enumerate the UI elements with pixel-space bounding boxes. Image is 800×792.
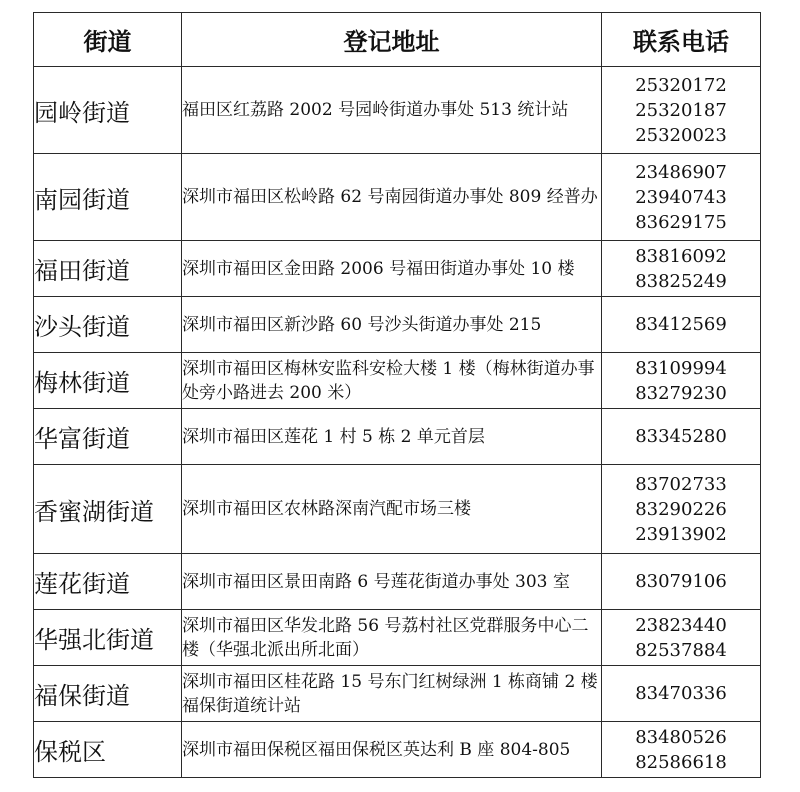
phone-cell xyxy=(602,666,761,722)
phone-number: 25320023 xyxy=(635,124,727,146)
phone-number: 83816092 xyxy=(635,245,727,267)
phone-number: 83480526 xyxy=(635,726,727,748)
table-row xyxy=(34,465,761,554)
table-row xyxy=(34,409,761,465)
table-row xyxy=(34,241,761,297)
street-name: 南园街道 xyxy=(34,154,182,241)
phone-number: 83629175 xyxy=(635,211,727,233)
header-phone: 联系电话 xyxy=(602,13,761,67)
street-name: 梅林街道 xyxy=(34,353,182,409)
table-row xyxy=(34,554,761,610)
header-row xyxy=(34,13,761,67)
street-name: 香蜜湖街道 xyxy=(34,465,182,554)
phone-number: 25320172 xyxy=(635,74,727,96)
phone-number: 83825249 xyxy=(635,270,727,292)
phone-cell xyxy=(602,353,761,409)
phone-number: 23486907 xyxy=(635,161,727,183)
phone-number: 83345280 xyxy=(635,426,727,447)
phone-cell xyxy=(602,554,761,610)
address: 深圳市福田区农林路深南汽配市场三楼 xyxy=(182,465,602,554)
phone-number: 83109994 xyxy=(635,357,727,379)
street-name: 保税区 xyxy=(34,722,182,778)
phone-cell xyxy=(602,154,761,241)
street-name: 华强北街道 xyxy=(34,610,182,666)
street-name: 园岭街道 xyxy=(34,67,182,154)
phone-cell xyxy=(602,610,761,666)
phone-number: 83279230 xyxy=(635,382,727,404)
phone-number: 23913902 xyxy=(635,523,727,545)
phone-number: 83290226 xyxy=(635,498,727,520)
address: 深圳市福田区松岭路 62 号南园街道办事处 809 经普办 xyxy=(182,154,602,241)
address: 深圳市福田区景田南路 6 号莲花街道办事处 303 室 xyxy=(182,554,602,610)
address: 深圳市福田保税区福田保税区英达利 B 座 804-805 xyxy=(182,722,602,778)
table-row xyxy=(34,67,761,154)
phone-number: 83079106 xyxy=(635,571,727,592)
street-name: 沙头街道 xyxy=(34,297,182,353)
header-address: 登记地址 xyxy=(182,13,602,67)
table-row xyxy=(34,353,761,409)
phone-number: 83412569 xyxy=(635,314,727,335)
phone-cell xyxy=(602,465,761,554)
phone-number: 82586618 xyxy=(635,751,727,773)
address: 深圳市福田区桂花路 15 号东门红树绿洲 1 栋商铺 2 楼福保街道统计站 xyxy=(182,666,602,722)
address: 深圳市福田区莲花 1 村 5 栋 2 单元首层 xyxy=(182,409,602,465)
phone-number: 25320187 xyxy=(635,99,727,121)
street-name: 福保街道 xyxy=(34,666,182,722)
table-row xyxy=(34,154,761,241)
street-name: 莲花街道 xyxy=(34,554,182,610)
address: 深圳市福田区金田路 2006 号福田街道办事处 10 楼 xyxy=(182,241,602,297)
address: 福田区红荔路 2002 号园岭街道办事处 513 统计站 xyxy=(182,67,602,154)
phone-number: 23823440 xyxy=(635,614,727,636)
table-row xyxy=(34,722,761,778)
registration-table xyxy=(33,12,761,778)
phone-number: 83470336 xyxy=(635,683,727,704)
phone-number: 23940743 xyxy=(635,186,727,208)
address: 深圳市福田区梅林安监科安检大楼 1 楼（梅林街道办事处旁小路进去 200 米） xyxy=(182,353,602,409)
header-street: 街道 xyxy=(34,13,182,67)
table-row xyxy=(34,610,761,666)
address: 深圳市福田区华发北路 56 号荔村社区党群服务中心二楼（华强北派出所北面） xyxy=(182,610,602,666)
phone-cell xyxy=(602,67,761,154)
phone-cell xyxy=(602,722,761,778)
address: 深圳市福田区新沙路 60 号沙头街道办事处 215 xyxy=(182,297,602,353)
street-name: 福田街道 xyxy=(34,241,182,297)
phone-cell xyxy=(602,241,761,297)
table-row xyxy=(34,297,761,353)
table-row xyxy=(34,666,761,722)
phone-cell xyxy=(602,297,761,353)
phone-cell xyxy=(602,409,761,465)
phone-number: 83702733 xyxy=(635,473,727,495)
phone-number: 82537884 xyxy=(635,639,727,661)
street-name: 华富街道 xyxy=(34,409,182,465)
